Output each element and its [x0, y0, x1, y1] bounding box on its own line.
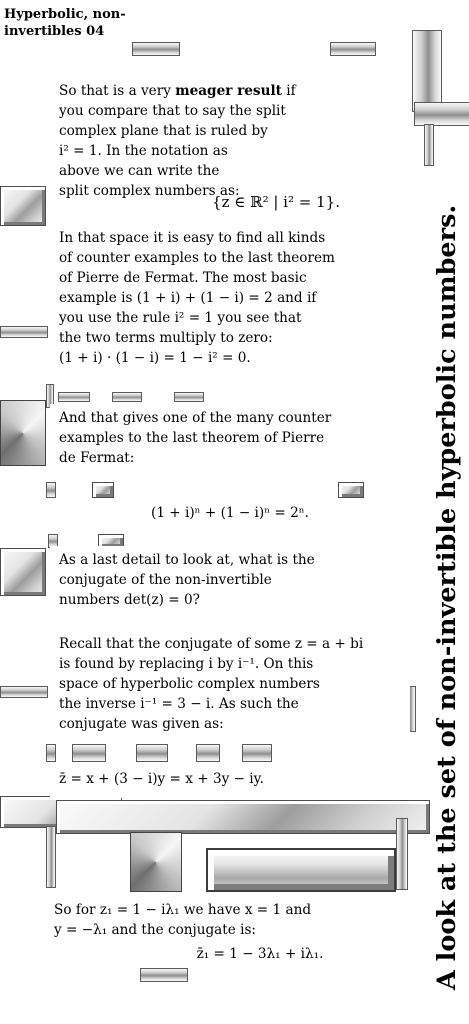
page-title: Hyperbolic, non- invertibles 04 [4, 7, 126, 39]
bevel-post-left-3 [46, 826, 56, 888]
bevel-bar-mid-3 [174, 392, 204, 402]
bevel-bar-row-4d [196, 744, 220, 762]
bevel-bar-top-right [330, 42, 376, 56]
bevel-cross-right [414, 102, 469, 126]
bevel-bar-left-1 [0, 326, 48, 338]
bevel-box-row-2c [338, 482, 364, 498]
bevel-post-right [412, 30, 442, 112]
equation-z1-conjugate: z̄₁ = 1 − 3λ₁ + iλ₁. [196, 946, 324, 962]
paragraph-conjugate-definition: Recall that the conjugate of some z = a + bi is found by replacing i by i⁻¹. On this space of hyperbolic complex numbers the inverse i⁻¹ = 3 − i. As such the conjugate was given as: [59, 636, 364, 732]
vertical-caption-text: A look at the set of non-invertible hyperbolic numbers. [432, 204, 462, 990]
bevel-box-row-2b [92, 482, 114, 498]
bevel-bar-row-4c [136, 744, 168, 762]
equation-conjugate: z̄ = x + (3 − i)y = x + 3y − iy. [59, 771, 264, 787]
bevel-bar-row-4a [46, 744, 56, 762]
paragraph-counter-examples: In that space it is easy to find all kinds of counter examples to the last theorem of Pierre de Fermat. The most basic example is (1 + i) + (1 − i) = 2 and if you use the rule i² = 1 you see that the two terms multiply to zero: (1 + i) · (1 − i) = 1 − i² = 0. [59, 230, 335, 366]
bevel-bar-row-4b [72, 744, 106, 762]
equation-fermat: (1 + i)ⁿ + (1 − i)ⁿ = 2ⁿ. [151, 505, 309, 521]
bevel-bar-top [132, 42, 180, 56]
bevel-post-right-2 [424, 124, 434, 166]
bevel-bar-mid-1 [58, 392, 90, 402]
paragraph-intro-text: So that is a very meager result if you compare that to say the split complex plane that is ruled by i² = 1. In the notation as above we can write the split complex numbers as: [59, 83, 296, 199]
bevel-plate-mid [206, 848, 396, 892]
paragraph-z1: So for z₁ = 1 − iλ₁ we have x = 1 and y = −λ₁ and the conjugate is: [54, 902, 312, 938]
bevel-bar-row-4e [242, 744, 272, 762]
paragraph-conjugate-question: As a last detail to look at, what is the conjugate of the non-invertible numbers det(z) = 0? [59, 552, 315, 608]
bevel-box-left-2 [0, 548, 46, 596]
bevel-bar-row-2a [46, 482, 56, 498]
bold-phrase: meager result [175, 83, 282, 99]
paragraph-intro [59, 61, 399, 201]
bevel-post-right-4 [396, 818, 408, 890]
paragraph-fermat: And that gives one of the many counter examples to the last theorem of Pierre de Fermat: [59, 410, 332, 466]
equation-split-set: {z ∈ ℝ² | i² = 1}. [212, 193, 340, 211]
bevel-tile-left-1 [0, 400, 46, 466]
bevel-tile-mid [130, 832, 182, 892]
bevel-bar-left-2 [0, 686, 48, 698]
bevel-box-left-1 [0, 186, 46, 226]
bevel-bar-mid-2 [112, 392, 142, 402]
bevel-box-left-4 [56, 800, 430, 834]
bevel-bar-bottom-2 [140, 968, 188, 982]
